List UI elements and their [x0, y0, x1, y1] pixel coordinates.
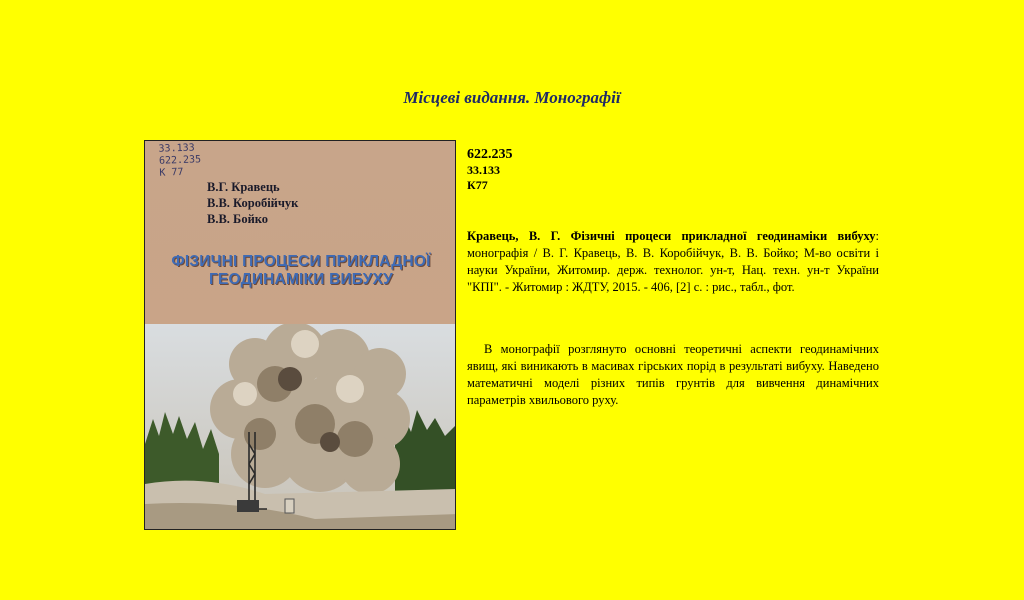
cover-code-line: 622.235: [158, 154, 202, 167]
bibliographic-record: [467, 228, 879, 296]
page-title: Місцеві видання. Монографії: [403, 88, 621, 107]
cover-code-line: 33.133: [158, 142, 195, 155]
cover-title-line: ФІЗИЧНІ ПРОЦЕСИ ПРИКЛАДНОЇ: [171, 253, 431, 270]
record-title: Кравець, В. Г. Фізичні процеси прикладної геодинаміки вибуху: [467, 229, 876, 243]
cover-authors: [207, 179, 298, 227]
cover-author: В.Г. Кравець: [207, 180, 280, 194]
cover-author: В.В. Бойко: [207, 212, 269, 226]
book-cover-image: [144, 140, 456, 530]
record-description: : монографія / В. Г. Кравець, В. В. Коробійчук, В. В. Бойко; М-во освіти і науки України, Житомир. держ. технолог. ун-т, Нац. техн. ун-т України "КПІ". - Житомир : ЖДТУ, 2015. - 406, [2] с. : рис., табл., фот.: [467, 229, 879, 294]
udc-code: 622.235: [467, 147, 513, 162]
explosion-photo: [145, 324, 456, 530]
bbk-code: 33.133: [467, 163, 500, 177]
cover-handwritten-codes: [158, 142, 201, 179]
author-mark: К77: [467, 178, 488, 192]
book-abstract: В монографії розглянуто основні теоретичні аспекти геодинамічних явищ, які виникають в масивах гірських порід в результаті вибуху. Наведено математичні моделі різних типів грунтів для вивчення динамічних параметрів хвильового руху.: [467, 342, 879, 407]
cover-author: В.В. Коробійчук: [207, 196, 299, 210]
cover-code-line: К 77: [159, 166, 184, 179]
cover-title: [145, 253, 456, 289]
cover-title-line: ГЕОДИНАМІКИ ВИБУХУ: [209, 271, 393, 288]
classification-codes: [467, 146, 513, 193]
